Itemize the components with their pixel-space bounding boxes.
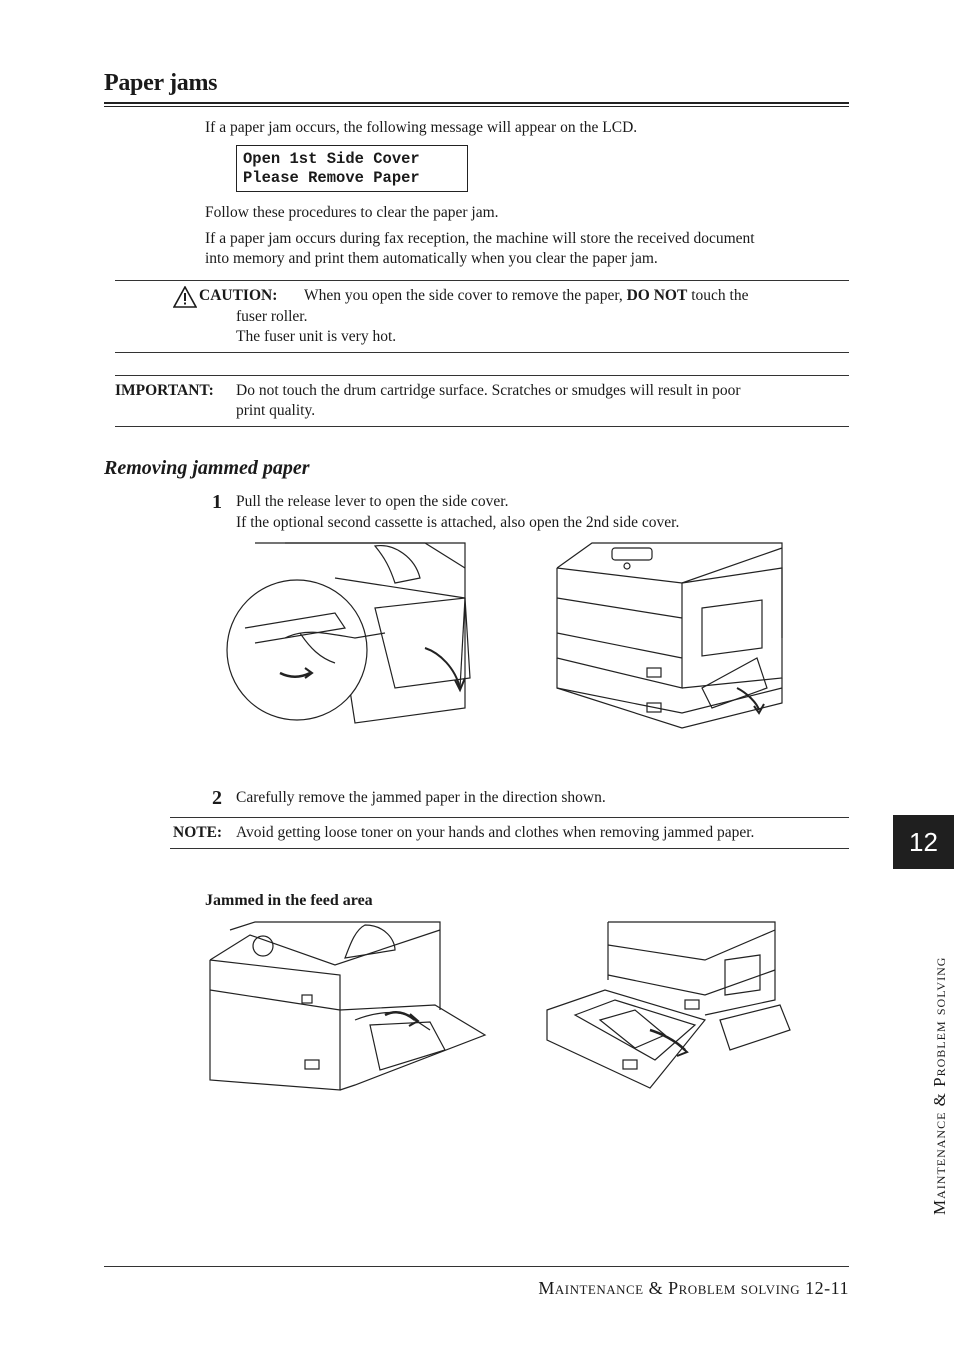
lcd-message-box bbox=[236, 145, 468, 192]
warning-triangle-icon bbox=[173, 286, 197, 308]
illustration-open-side-cover bbox=[225, 538, 475, 738]
step-1-line-1: Pull the release lever to open the side cover. bbox=[236, 493, 509, 510]
important-line-2: print quality. bbox=[236, 402, 316, 419]
caution-label: CAUTION: bbox=[199, 287, 278, 304]
side-chapter-label-text: Maintenance & Problem solving bbox=[930, 956, 949, 1215]
caution-do-not: DO NOT bbox=[626, 287, 688, 304]
lcd-line-1: Open 1st Side Cover bbox=[243, 150, 420, 168]
side-chapter-label bbox=[899, 885, 949, 1215]
caution-text-pre: When you open the side cover to remove the paper, bbox=[304, 287, 623, 304]
subsection-title: Removing jammed paper bbox=[104, 457, 310, 479]
intro-text: If a paper jam occurs, the following message will appear on the LCD. bbox=[205, 119, 638, 136]
caution-rule-bottom bbox=[115, 352, 849, 353]
footer-rule bbox=[104, 1266, 849, 1267]
important-line-1: Do not touch the drum cartridge surface. Scratches or smudges will result in poor bbox=[236, 382, 741, 399]
step-2-number: 2 bbox=[212, 787, 222, 809]
step-1-line-2: If the optional second cassette is attached, also open the 2nd side cover. bbox=[236, 514, 680, 531]
note-rule-top bbox=[170, 817, 849, 818]
follow-text: Follow these procedures to clear the paper jam. bbox=[205, 204, 499, 221]
fax-text-line-2: into memory and print them automatically when you clear the paper jam. bbox=[205, 250, 658, 267]
fax-text-line-1: If a paper jam occurs during fax reception, the machine will store the received document bbox=[205, 230, 755, 247]
title-rule bbox=[104, 102, 849, 107]
caution-line-2: fuser roller. bbox=[236, 308, 308, 325]
important-label: IMPORTANT: bbox=[115, 382, 214, 399]
important-rule-bottom bbox=[115, 426, 849, 427]
note-text: Avoid getting loose toner on your hands and clothes when removing jammed paper. bbox=[236, 824, 755, 841]
illustration-second-side-cover bbox=[552, 538, 787, 733]
illustration-cassette-jam bbox=[545, 920, 795, 1090]
note-rule-bottom bbox=[170, 848, 849, 849]
chapter-tab: 12 bbox=[893, 815, 954, 869]
page-footer: Maintenance & Problem solving 12-11 bbox=[538, 1278, 849, 1298]
important-rule-top bbox=[115, 375, 849, 376]
caution-text-post: touch the bbox=[691, 287, 749, 304]
caution-line-3: The fuser unit is very hot. bbox=[236, 328, 397, 345]
feed-area-title: Jammed in the feed area bbox=[205, 892, 373, 909]
note-label: NOTE: bbox=[173, 824, 223, 841]
caution-rule-top bbox=[115, 280, 849, 281]
illustration-feed-area-jam bbox=[205, 920, 490, 1095]
lcd-line-2: Please Remove Paper bbox=[243, 169, 420, 187]
step-2-line-1: Carefully remove the jammed paper in the direction shown. bbox=[236, 789, 606, 806]
page-title: Paper jams bbox=[104, 70, 218, 96]
caution-line-1 bbox=[304, 286, 748, 306]
step-1-number: 1 bbox=[212, 491, 222, 513]
